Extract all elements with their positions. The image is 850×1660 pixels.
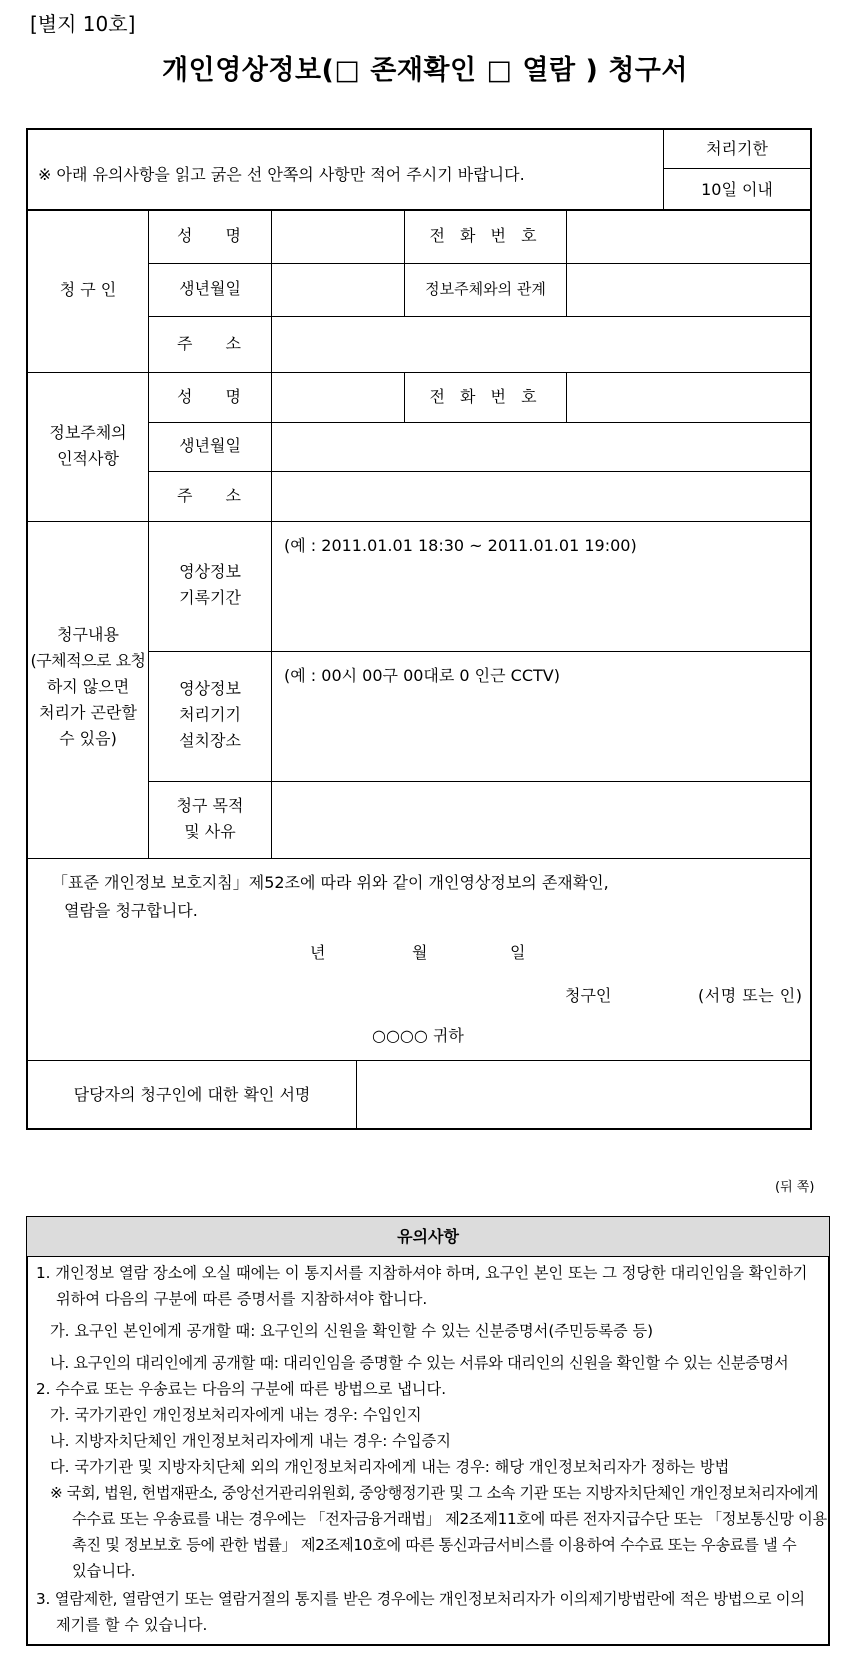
date-year-label: 년: [310, 943, 326, 962]
declaration-line-2: 열람을 청구합니다.: [64, 901, 198, 920]
subject-phone-label: 전 화 번 호: [429, 387, 542, 406]
period-label-1: 영상정보: [179, 562, 241, 581]
request-section-label-2: (구체적으로 요청: [30, 651, 146, 670]
subject-phone-field[interactable]: [567, 373, 810, 422]
date-month-label: 월: [412, 943, 428, 962]
form-number-tag: [별지 10호]: [30, 12, 136, 36]
notes-header: [27, 1217, 829, 1257]
subject-name-field[interactable]: [272, 373, 404, 422]
applicant-phone-label: 전 화 번 호: [429, 226, 542, 245]
instruction-text: ※ 아래 유의사항을 읽고 굵은 선 안쪽의 사항만 적어 주시기 바랍니다.: [38, 165, 525, 184]
applicant-relation-field[interactable]: [567, 264, 810, 316]
declaration-line-1: 「표준 개인정보 보호지침」제52조에 따라 위와 같이 개인영상정보의 존재확인,: [52, 873, 609, 892]
note-line: 나. 지방자치단체인 개인정보처리자에게 내는 경우: 수입증지: [50, 1432, 451, 1450]
subject-birth-label: 생년월일: [179, 436, 241, 455]
applicant-birth-field[interactable]: [272, 264, 404, 316]
note-line: 수수료 또는 우송료를 내는 경우에는 「전자금융거래법」 제2조제11호에 따른 전자지급수단 또는 「정보통신망 이용: [72, 1510, 827, 1528]
applicant-address-field[interactable]: [272, 317, 810, 372]
request-section-label-3: 하지 않으면: [46, 677, 130, 696]
applicant-relation-label: 정보주체와의 관계: [425, 280, 546, 298]
declaration-applicant-label: 청구인: [565, 986, 612, 1005]
applicant-name-field[interactable]: [272, 211, 404, 263]
applicant-section-label: 청 구 인: [59, 280, 117, 299]
subject-section-label-2: 인적사항: [57, 449, 119, 468]
request-section-label-1: 청구내용: [57, 625, 119, 644]
request-section-label-4: 처리가 곤란할: [39, 703, 137, 722]
note-line: 제기를 할 수 있습니다.: [56, 1616, 208, 1634]
note-line: 2. 수수료 또는 우송료는 다음의 구분에 따른 방법으로 냅니다.: [36, 1380, 447, 1398]
note-line: 3. 열람제한, 열람연기 또는 열람거절의 통지를 받은 경우에는 개인정보처리자가 이의제기방법란에 적은 방법으로 이의: [36, 1590, 805, 1608]
note-line: ※ 국회, 법원, 헌법재판소, 중앙선거관리위원회, 중앙행정기관 및 그 소속 기관 또는 지방자치단체인 개인정보처리자에게: [50, 1484, 819, 1502]
notes-title: 유의사항: [397, 1227, 459, 1246]
purpose-label-2: 및 사유: [184, 822, 236, 841]
note-line: 가. 요구인 본인에게 공개할 때: 요구인의 신원을 확인할 수 있는 신분증명서(주민등록증 등): [50, 1322, 654, 1340]
officer-confirm-label: 담당자의 청구인에 대한 확인 서명: [73, 1085, 311, 1104]
location-label-1: 영상정보: [179, 679, 241, 698]
subject-birth-field[interactable]: [272, 423, 810, 471]
back-side-label: (뒤 쪽): [775, 1180, 815, 1195]
date-day-label: 일: [510, 943, 526, 962]
subject-address-field[interactable]: [272, 472, 810, 521]
period-example-text: (예 : 2011.01.01 18:30 ~ 2011.01.01 19:00): [284, 536, 637, 555]
location-label-3: 설치장소: [179, 731, 241, 750]
applicant-birth-label: 생년월일: [179, 279, 241, 298]
applicant-address-label: 주 소: [177, 334, 255, 353]
request-section-label-5: 수 있음): [59, 729, 117, 748]
note-line: 있습니다.: [72, 1562, 136, 1580]
period-label-2: 기록기간: [179, 588, 241, 607]
note-line: 가. 국가기관인 개인정보처리자에게 내는 경우: 수입인지: [50, 1406, 422, 1424]
addressee-text: ○○○○ 귀하: [372, 1026, 464, 1045]
note-line: 위하여 다음의 구분에 따른 증명서를 지참하셔야 합니다.: [56, 1290, 428, 1308]
note-line: 나. 요구인의 대리인에게 공개할 때: 대리인임을 증명할 수 있는 서류와 대리인의 신원을 확인할 수 있는 신분증명서: [50, 1354, 789, 1372]
purpose-field[interactable]: [272, 782, 810, 858]
processing-period-value: 10일 이내: [701, 180, 773, 199]
period-field[interactable]: [272, 560, 810, 650]
note-line: 다. 국가기관 및 지방자치단체 외의 개인정보처리자에게 내는 경우: 해당 개인정보처리자가 정하는 방법: [50, 1458, 730, 1476]
applicant-name-label: 성 명: [177, 226, 255, 245]
location-label-2: 처리기기: [179, 705, 241, 724]
processing-period-label: 처리기한: [706, 139, 768, 158]
officer-signature-field[interactable]: [357, 1061, 810, 1128]
location-field[interactable]: [272, 690, 810, 780]
subject-address-label: 주 소: [177, 486, 255, 505]
subject-section-label-1: 정보주체의: [49, 423, 127, 442]
note-line: 1. 개인정보 열람 장소에 오실 때에는 이 통지서를 지참하셔야 하며, 요구인 본인 또는 그 정당한 대리인임을 확인하기: [36, 1264, 808, 1282]
subject-name-label: 성 명: [177, 387, 255, 406]
form-title: 개인영상정보(□ 존재확인 □ 열람 ) 청구서: [162, 55, 688, 86]
location-example-text: (예 : 00시 00구 00대로 0 인근 CCTV): [284, 666, 560, 685]
purpose-label-1: 청구 목적: [176, 796, 244, 815]
note-line: 촉진 및 정보보호 등에 관한 법률」 제2조제10호에 따른 통신과금서비스를 이용하여 수수료 또는 우송료를 낼 수: [72, 1536, 797, 1554]
applicant-phone-field[interactable]: [567, 211, 810, 263]
signature-label: (서명 또는 인): [698, 986, 803, 1005]
